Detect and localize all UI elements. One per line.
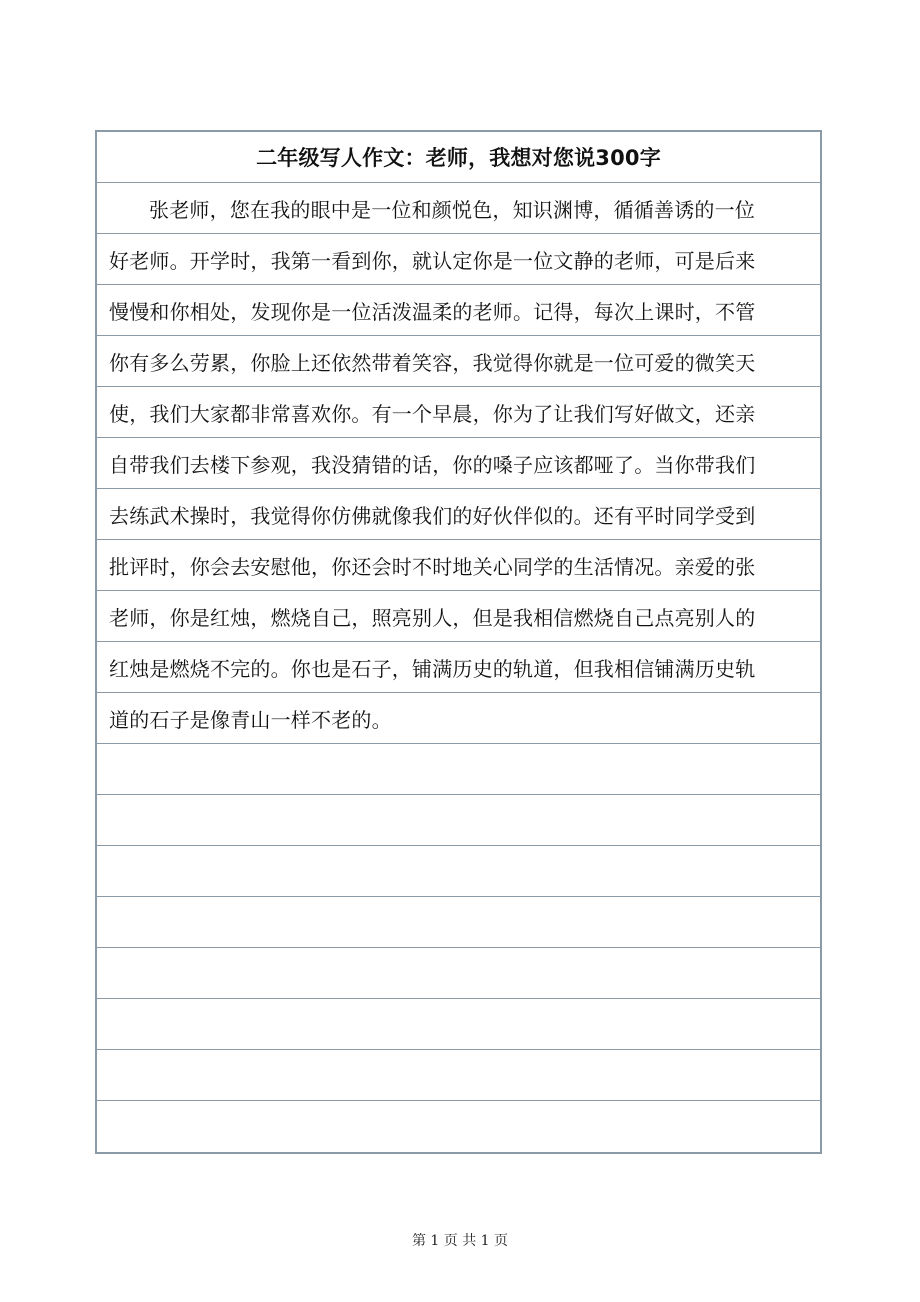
essay-line: 你有多么劳累，你脸上还依然带着笑容，我觉得你就是一位可爱的微笑天 [97, 336, 820, 387]
blank-line [97, 795, 820, 846]
blank-line [97, 897, 820, 948]
essay-line: 红烛是燃烧不完的。你也是石子，铺满历史的轨道，但我相信铺满历史轨 [97, 642, 820, 693]
essay-title: 二年级写人作文：老师，我想对您说300字 [97, 132, 820, 183]
page-number: 第 1 页 共 1 页 [411, 1233, 509, 1249]
essay-sheet [95, 130, 822, 1154]
blank-line [97, 1101, 820, 1152]
blank-line [97, 948, 820, 999]
essay-line: 慢慢和你相处，发现你是一位活泼温柔的老师。记得，每次上课时，不管 [97, 285, 820, 336]
blank-line [97, 744, 820, 795]
essay-line: 张老师，您在我的眼中是一位和颜悦色，知识渊博，循循善诱的一位 [97, 183, 820, 234]
essay-line: 使，我们大家都非常喜欢你。有一个早晨，你为了让我们写好做文，还亲 [97, 387, 820, 438]
essay-line: 老师，你是红烛，燃烧自己，照亮别人，但是我相信燃烧自己点亮别人的 [97, 591, 820, 642]
essay-line: 道的石子是像青山一样不老的。 [97, 693, 820, 744]
blank-line [97, 999, 820, 1050]
essay-line: 去练武术操时，我觉得你仿佛就像我们的好伙伴似的。还有平时同学受到 [97, 489, 820, 540]
blank-line [97, 1050, 820, 1101]
essay-line: 批评时，你会去安慰他，你还会时不时地关心同学的生活情况。亲爱的张 [97, 540, 820, 591]
essay-line: 好老师。开学时，我第一看到你，就认定你是一位文静的老师，可是后来 [97, 234, 820, 285]
essay-line: 自带我们去楼下参观，我没猜错的话，你的嗓子应该都哑了。当你带我们 [97, 438, 820, 489]
blank-line [97, 846, 820, 897]
